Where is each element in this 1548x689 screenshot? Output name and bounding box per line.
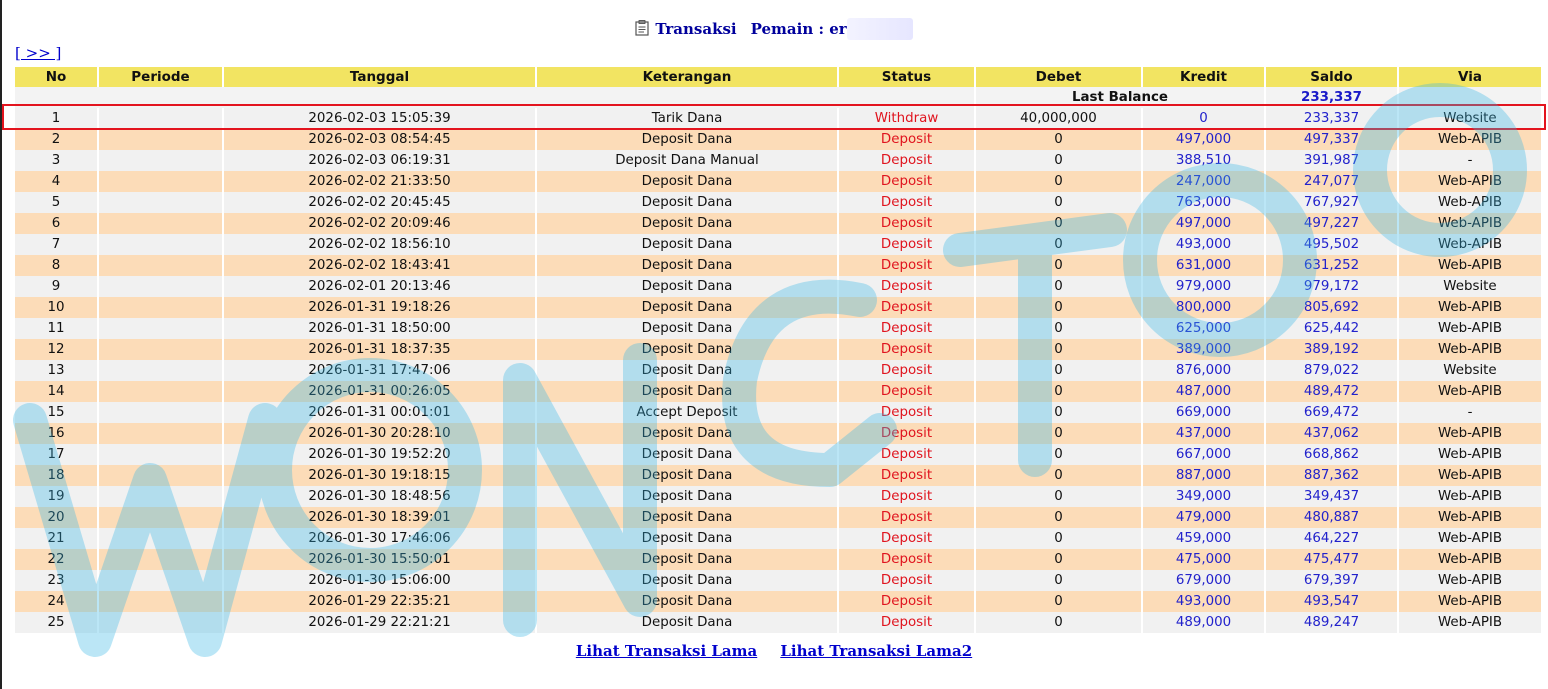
- cell-saldo: 489,247: [1266, 612, 1397, 633]
- cell-ket: Deposit Dana: [537, 444, 837, 465]
- cell-debet: 0: [976, 507, 1141, 528]
- cell-periode: [99, 444, 222, 465]
- last-balance-spacer: [15, 87, 974, 108]
- cell-no: 21: [15, 528, 97, 549]
- old-transactions-link[interactable]: Lihat Transaksi Lama: [575, 642, 758, 660]
- cell-kredit: 625,000: [1143, 318, 1264, 339]
- cell-ket: Deposit Dana: [537, 507, 837, 528]
- cell-via: Website: [1399, 276, 1541, 297]
- cell-ket: Tarik Dana: [537, 108, 837, 129]
- cell-status: Deposit: [839, 528, 974, 549]
- cell-kredit: 247,000: [1143, 171, 1264, 192]
- column-header-kredit: Kredit: [1143, 67, 1264, 87]
- cell-debet: 0: [976, 276, 1141, 297]
- cell-kredit: 669,000: [1143, 402, 1264, 423]
- cell-tanggal: 2026-01-30 19:52:20: [224, 444, 535, 465]
- table-row: [15, 150, 1541, 171]
- cell-debet: 0: [976, 129, 1141, 150]
- table-row: [15, 528, 1541, 549]
- cell-no: 5: [15, 192, 97, 213]
- cell-periode: [99, 276, 222, 297]
- cell-kredit: 679,000: [1143, 570, 1264, 591]
- redacted-player-name: [847, 18, 913, 40]
- cell-kredit: 475,000: [1143, 549, 1264, 570]
- cell-tanggal: 2026-01-30 20:28:10: [224, 423, 535, 444]
- cell-periode: [99, 108, 222, 129]
- table-row: [15, 402, 1541, 423]
- table-row: [15, 360, 1541, 381]
- cell-kredit: 389,000: [1143, 339, 1264, 360]
- cell-status: Deposit: [839, 570, 974, 591]
- cell-saldo: 805,692: [1266, 297, 1397, 318]
- cell-debet: 0: [976, 486, 1141, 507]
- old-transactions-2-link[interactable]: Lihat Transaksi Lama2: [780, 642, 973, 660]
- cell-no: 20: [15, 507, 97, 528]
- table-row: [15, 276, 1541, 297]
- cell-kredit: 489,000: [1143, 612, 1264, 633]
- cell-status: Deposit: [839, 297, 974, 318]
- cell-ket: Deposit Dana: [537, 486, 837, 507]
- cell-saldo: 497,337: [1266, 129, 1397, 150]
- column-header-via: Via: [1399, 67, 1541, 87]
- cell-status: Deposit: [839, 612, 974, 633]
- cell-tanggal: 2026-01-30 17:46:06: [224, 528, 535, 549]
- cell-no: 15: [15, 402, 97, 423]
- cell-saldo: 497,227: [1266, 213, 1397, 234]
- cell-kredit: 876,000: [1143, 360, 1264, 381]
- cell-no: 24: [15, 591, 97, 612]
- cell-status: Deposit: [839, 150, 974, 171]
- next-page-link[interactable]: [ >> ]: [15, 44, 62, 62]
- cell-ket: Deposit Dana: [537, 255, 837, 276]
- cell-tanggal: 2026-01-31 18:50:00: [224, 318, 535, 339]
- cell-ket: Deposit Dana: [537, 360, 837, 381]
- cell-kredit: 493,000: [1143, 234, 1264, 255]
- cell-status: Deposit: [839, 465, 974, 486]
- cell-ket: Deposit Dana: [537, 528, 837, 549]
- cell-periode: [99, 234, 222, 255]
- cell-debet: 0: [976, 612, 1141, 633]
- cell-kredit: 0: [1143, 108, 1264, 129]
- cell-periode: [99, 486, 222, 507]
- table-row: [15, 381, 1541, 402]
- cell-saldo: 464,227: [1266, 528, 1397, 549]
- cell-ket: Deposit Dana: [537, 213, 837, 234]
- cell-kredit: 388,510: [1143, 150, 1264, 171]
- cell-saldo: 767,927: [1266, 192, 1397, 213]
- column-header-keterangan: Keterangan: [537, 67, 837, 87]
- cell-via: Web-APIB: [1399, 612, 1541, 633]
- cell-ket: Deposit Dana: [537, 549, 837, 570]
- cell-debet: 0: [976, 591, 1141, 612]
- table-row: [15, 255, 1541, 276]
- cell-via: Web-APIB: [1399, 549, 1541, 570]
- cell-status: Deposit: [839, 549, 974, 570]
- cell-tanggal: 2026-01-31 19:18:26: [224, 297, 535, 318]
- cell-status: Deposit: [839, 507, 974, 528]
- cell-tanggal: 2026-01-30 15:50:01: [224, 549, 535, 570]
- cell-saldo: 879,022: [1266, 360, 1397, 381]
- page-title: [0, 18, 1548, 40]
- table-row: [15, 318, 1541, 339]
- player-label: Pemain : er: [750, 20, 847, 38]
- cell-periode: [99, 297, 222, 318]
- cell-tanggal: 2026-02-03 06:19:31: [224, 150, 535, 171]
- cell-tanggal: 2026-01-31 00:26:05: [224, 381, 535, 402]
- cell-saldo: 979,172: [1266, 276, 1397, 297]
- cell-status: Deposit: [839, 402, 974, 423]
- footer-links: [0, 641, 1548, 660]
- cell-status: Deposit: [839, 255, 974, 276]
- cell-tanggal: 2026-01-29 22:35:21: [224, 591, 535, 612]
- cell-debet: 0: [976, 381, 1141, 402]
- table-row: [15, 297, 1541, 318]
- table-row: [15, 486, 1541, 507]
- cell-via: -: [1399, 402, 1541, 423]
- cell-debet: 0: [976, 423, 1141, 444]
- cell-no: 6: [15, 213, 97, 234]
- cell-kredit: 667,000: [1143, 444, 1264, 465]
- cell-periode: [99, 591, 222, 612]
- table-header-row: [15, 67, 1541, 87]
- cell-debet: 0: [976, 150, 1141, 171]
- cell-via: Web-APIB: [1399, 570, 1541, 591]
- table-row: [15, 423, 1541, 444]
- cell-saldo: 480,887: [1266, 507, 1397, 528]
- cell-periode: [99, 423, 222, 444]
- cell-periode: [99, 213, 222, 234]
- cell-kredit: 349,000: [1143, 486, 1264, 507]
- cell-no: 13: [15, 360, 97, 381]
- cell-periode: [99, 612, 222, 633]
- cell-via: Web-APIB: [1399, 507, 1541, 528]
- cell-no: 18: [15, 465, 97, 486]
- cell-debet: 0: [976, 549, 1141, 570]
- table-row: [15, 612, 1541, 633]
- cell-tanggal: 2026-02-03 15:05:39: [224, 108, 535, 129]
- cell-ket: Accept Deposit: [537, 402, 837, 423]
- cell-status: Deposit: [839, 192, 974, 213]
- cell-debet: 40,000,000: [976, 108, 1141, 129]
- cell-saldo: 668,862: [1266, 444, 1397, 465]
- cell-no: 11: [15, 318, 97, 339]
- cell-status: Deposit: [839, 129, 974, 150]
- cell-status: Withdraw: [839, 108, 974, 129]
- cell-via: Website: [1399, 360, 1541, 381]
- cell-via: Web-APIB: [1399, 339, 1541, 360]
- cell-periode: [99, 129, 222, 150]
- cell-saldo: 669,472: [1266, 402, 1397, 423]
- column-header-saldo: Saldo: [1266, 67, 1397, 87]
- cell-periode: [99, 465, 222, 486]
- cell-saldo: 679,397: [1266, 570, 1397, 591]
- cell-tanggal: 2026-01-30 18:48:56: [224, 486, 535, 507]
- table-row: [15, 192, 1541, 213]
- cell-periode: [99, 570, 222, 591]
- cell-ket: Deposit Dana: [537, 297, 837, 318]
- cell-via: Web-APIB: [1399, 528, 1541, 549]
- title-text: Transaksi: [655, 20, 737, 38]
- cell-periode: [99, 192, 222, 213]
- cell-status: Deposit: [839, 360, 974, 381]
- cell-tanggal: 2026-01-29 22:21:21: [224, 612, 535, 633]
- cell-saldo: 495,502: [1266, 234, 1397, 255]
- left-edge-bar: [0, 0, 2, 689]
- cell-ket: Deposit Dana: [537, 612, 837, 633]
- cell-periode: [99, 171, 222, 192]
- cell-status: Deposit: [839, 423, 974, 444]
- cell-saldo: 631,252: [1266, 255, 1397, 276]
- cell-status: Deposit: [839, 171, 974, 192]
- cell-status: Deposit: [839, 276, 974, 297]
- cell-debet: 0: [976, 192, 1141, 213]
- clipboard-icon: [635, 20, 649, 36]
- cell-no: 16: [15, 423, 97, 444]
- cell-saldo: 625,442: [1266, 318, 1397, 339]
- cell-debet: 0: [976, 465, 1141, 486]
- cell-via: Web-APIB: [1399, 192, 1541, 213]
- cell-tanggal: 2026-01-31 18:37:35: [224, 339, 535, 360]
- cell-periode: [99, 339, 222, 360]
- cell-saldo: 247,077: [1266, 171, 1397, 192]
- cell-kredit: 763,000: [1143, 192, 1264, 213]
- cell-via: Web-APIB: [1399, 297, 1541, 318]
- cell-periode: [99, 318, 222, 339]
- cell-tanggal: 2026-01-31 00:01:01: [224, 402, 535, 423]
- cell-via: -: [1399, 150, 1541, 171]
- cell-debet: 0: [976, 570, 1141, 591]
- cell-periode: [99, 507, 222, 528]
- cell-no: 7: [15, 234, 97, 255]
- cell-ket: Deposit Dana: [537, 171, 837, 192]
- cell-via: Web-APIB: [1399, 423, 1541, 444]
- table-row: [15, 444, 1541, 465]
- cell-no: 17: [15, 444, 97, 465]
- cell-via: Web-APIB: [1399, 591, 1541, 612]
- cell-no: 10: [15, 297, 97, 318]
- cell-via: Web-APIB: [1399, 171, 1541, 192]
- cell-no: 4: [15, 171, 97, 192]
- cell-ket: Deposit Dana: [537, 318, 837, 339]
- cell-debet: 0: [976, 297, 1141, 318]
- cell-tanggal: 2026-01-30 18:39:01: [224, 507, 535, 528]
- cell-ket: Deposit Dana: [537, 192, 837, 213]
- column-header-status: Status: [839, 67, 974, 87]
- cell-no: 9: [15, 276, 97, 297]
- cell-saldo: 475,477: [1266, 549, 1397, 570]
- cell-no: 25: [15, 612, 97, 633]
- cell-no: 14: [15, 381, 97, 402]
- cell-no: 8: [15, 255, 97, 276]
- cell-no: 12: [15, 339, 97, 360]
- last-balance-row: [15, 87, 1541, 108]
- cell-no: 19: [15, 486, 97, 507]
- cell-via: Web-APIB: [1399, 129, 1541, 150]
- cell-periode: [99, 255, 222, 276]
- cell-via: Web-APIB: [1399, 444, 1541, 465]
- cell-ket: Deposit Dana: [537, 234, 837, 255]
- cell-tanggal: 2026-02-02 18:56:10: [224, 234, 535, 255]
- cell-status: Deposit: [839, 234, 974, 255]
- cell-no: 22: [15, 549, 97, 570]
- cell-tanggal: 2026-02-01 20:13:46: [224, 276, 535, 297]
- cell-saldo: 887,362: [1266, 465, 1397, 486]
- cell-tanggal: 2026-01-30 15:06:00: [224, 570, 535, 591]
- cell-debet: 0: [976, 402, 1141, 423]
- cell-kredit: 497,000: [1143, 213, 1264, 234]
- column-header-tanggal: Tanggal: [224, 67, 535, 87]
- cell-ket: Deposit Dana: [537, 465, 837, 486]
- table-row: [15, 507, 1541, 528]
- cell-periode: [99, 549, 222, 570]
- cell-debet: 0: [976, 234, 1141, 255]
- table-row: [15, 465, 1541, 486]
- last-balance-value: 233,337: [1266, 87, 1397, 108]
- last-balance-label: Last Balance: [976, 87, 1264, 108]
- cell-debet: 0: [976, 360, 1141, 381]
- cell-ket: Deposit Dana: [537, 381, 837, 402]
- cell-debet: 0: [976, 213, 1141, 234]
- cell-debet: 0: [976, 444, 1141, 465]
- cell-debet: 0: [976, 528, 1141, 549]
- cell-ket: Deposit Dana: [537, 339, 837, 360]
- transaction-table: [13, 67, 1543, 633]
- table-row: [15, 234, 1541, 255]
- column-header-periode: Periode: [99, 67, 222, 87]
- cell-periode: [99, 360, 222, 381]
- table-row: [15, 171, 1541, 192]
- cell-kredit: 459,000: [1143, 528, 1264, 549]
- cell-kredit: 437,000: [1143, 423, 1264, 444]
- cell-kredit: 493,000: [1143, 591, 1264, 612]
- cell-saldo: 391,987: [1266, 150, 1397, 171]
- table-row: [15, 570, 1541, 591]
- cell-status: Deposit: [839, 591, 974, 612]
- cell-ket: Deposit Dana: [537, 570, 837, 591]
- cell-no: 2: [15, 129, 97, 150]
- cell-saldo: 489,472: [1266, 381, 1397, 402]
- table-row: [15, 108, 1541, 129]
- cell-kredit: 887,000: [1143, 465, 1264, 486]
- table-row: [15, 549, 1541, 570]
- cell-via: Web-APIB: [1399, 255, 1541, 276]
- cell-saldo: 493,547: [1266, 591, 1397, 612]
- cell-tanggal: 2026-02-02 18:43:41: [224, 255, 535, 276]
- cell-periode: [99, 381, 222, 402]
- cell-via: Web-APIB: [1399, 381, 1541, 402]
- cell-status: Deposit: [839, 444, 974, 465]
- cell-status: Deposit: [839, 486, 974, 507]
- cell-saldo: 437,062: [1266, 423, 1397, 444]
- cell-via: Web-APIB: [1399, 486, 1541, 507]
- cell-debet: 0: [976, 255, 1141, 276]
- cell-ket: Deposit Dana: [537, 591, 837, 612]
- cell-saldo: 389,192: [1266, 339, 1397, 360]
- cell-ket: Deposit Dana: [537, 129, 837, 150]
- cell-via: Website: [1399, 108, 1541, 129]
- cell-periode: [99, 150, 222, 171]
- cell-debet: 0: [976, 318, 1141, 339]
- cell-tanggal: 2026-02-03 08:54:45: [224, 129, 535, 150]
- table-row: [15, 129, 1541, 150]
- cell-saldo: 233,337: [1266, 108, 1397, 129]
- column-header-debet: Debet: [976, 67, 1141, 87]
- cell-status: Deposit: [839, 339, 974, 360]
- cell-debet: 0: [976, 339, 1141, 360]
- cell-periode: [99, 528, 222, 549]
- cell-saldo: 349,437: [1266, 486, 1397, 507]
- cell-kredit: 800,000: [1143, 297, 1264, 318]
- cell-kredit: 979,000: [1143, 276, 1264, 297]
- last-balance-empty: [1399, 87, 1541, 108]
- table-row: [15, 591, 1541, 612]
- cell-via: Web-APIB: [1399, 465, 1541, 486]
- cell-tanggal: 2026-02-02 20:09:46: [224, 213, 535, 234]
- cell-ket: Deposit Dana: [537, 423, 837, 444]
- cell-tanggal: 2026-02-02 21:33:50: [224, 171, 535, 192]
- cell-no: 1: [15, 108, 97, 129]
- cell-ket: Deposit Dana: [537, 276, 837, 297]
- cell-via: Web-APIB: [1399, 213, 1541, 234]
- cell-debet: 0: [976, 171, 1141, 192]
- cell-kredit: 631,000: [1143, 255, 1264, 276]
- cell-via: Web-APIB: [1399, 318, 1541, 339]
- cell-status: Deposit: [839, 381, 974, 402]
- cell-periode: [99, 402, 222, 423]
- cell-tanggal: 2026-01-30 19:18:15: [224, 465, 535, 486]
- cell-no: 3: [15, 150, 97, 171]
- cell-kredit: 479,000: [1143, 507, 1264, 528]
- table-row: [15, 213, 1541, 234]
- table-row: [15, 339, 1541, 360]
- cell-ket: Deposit Dana Manual: [537, 150, 837, 171]
- cell-tanggal: 2026-01-31 17:47:06: [224, 360, 535, 381]
- cell-via: Web-APIB: [1399, 234, 1541, 255]
- cell-kredit: 487,000: [1143, 381, 1264, 402]
- cell-no: 23: [15, 570, 97, 591]
- cell-status: Deposit: [839, 318, 974, 339]
- cell-tanggal: 2026-02-02 20:45:45: [224, 192, 535, 213]
- cell-status: Deposit: [839, 213, 974, 234]
- column-header-no: No: [15, 67, 97, 87]
- cell-kredit: 497,000: [1143, 129, 1264, 150]
